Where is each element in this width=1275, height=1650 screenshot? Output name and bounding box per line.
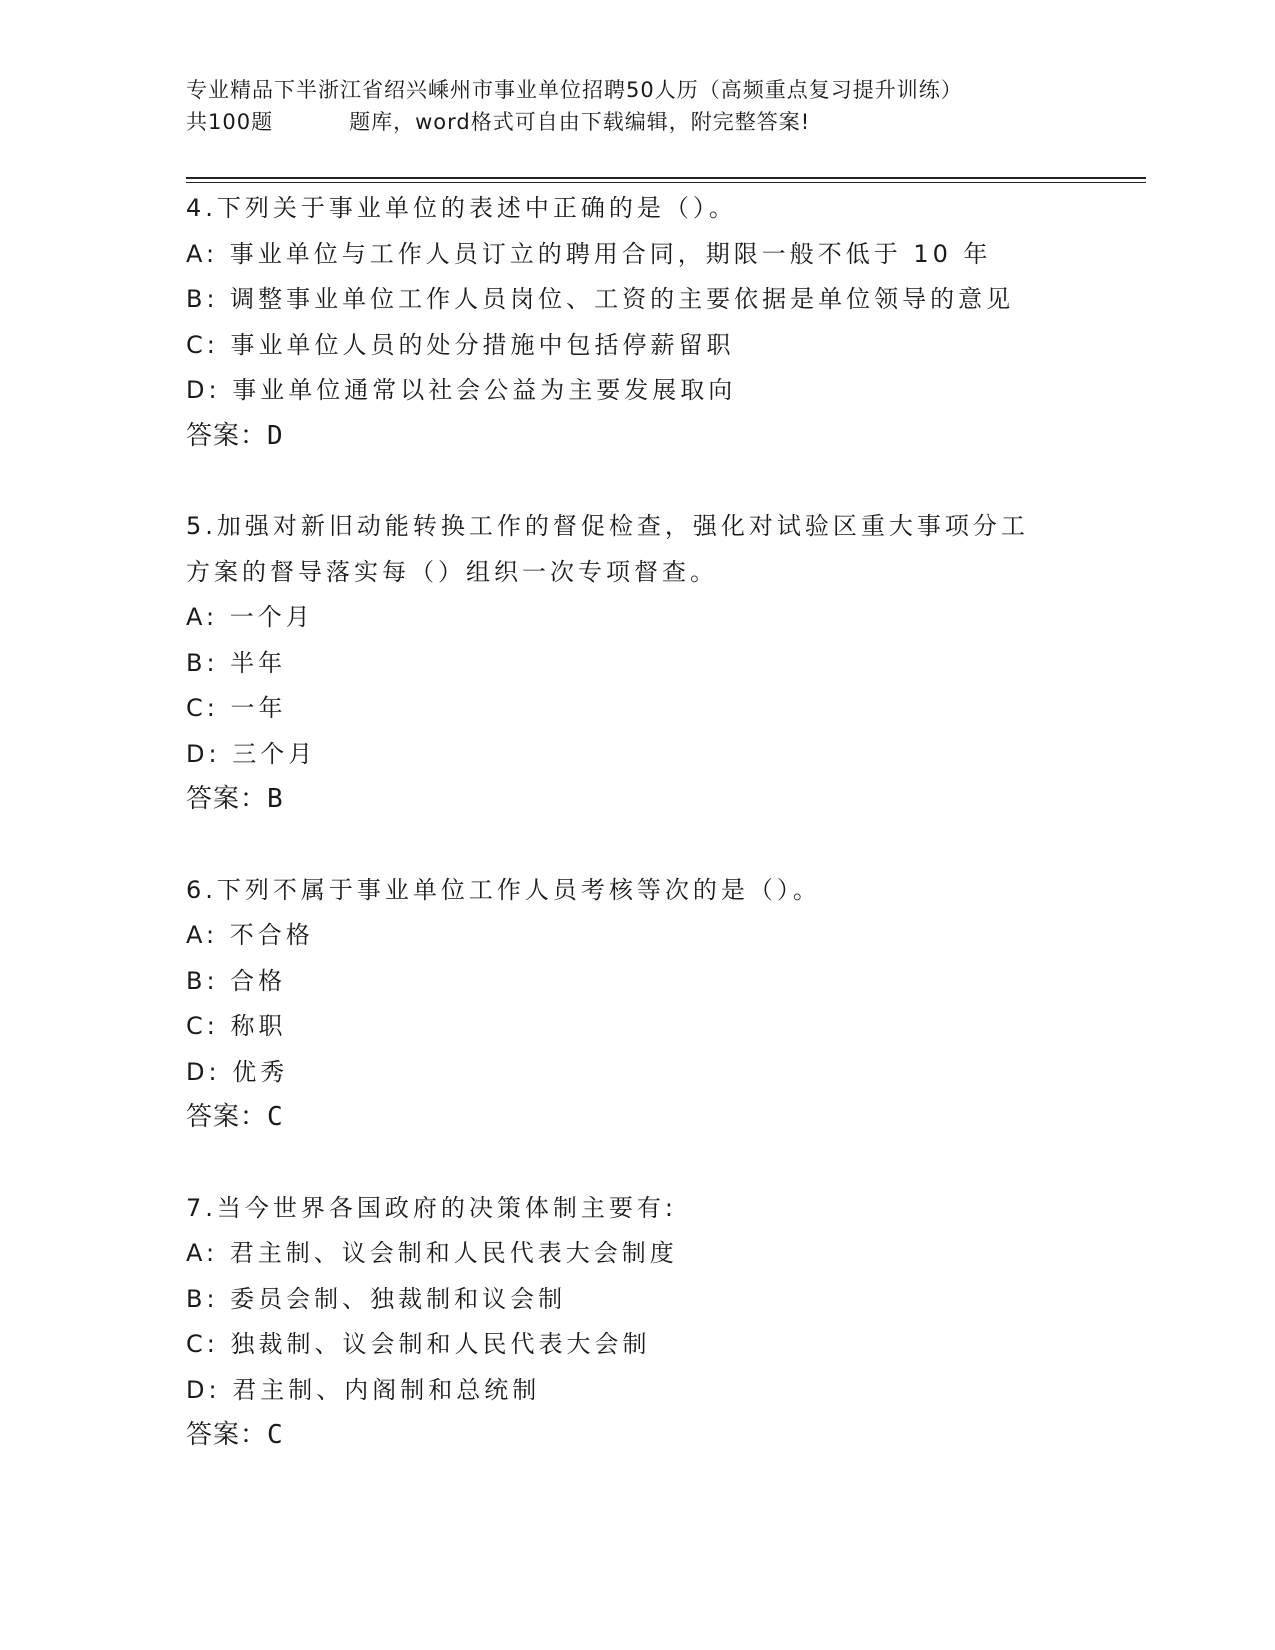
question-6 xyxy=(186,868,1126,1141)
option-b: B: 委员会制、独裁制和议会制 xyxy=(186,1284,567,1313)
page-header xyxy=(186,74,1146,138)
answer-value: B xyxy=(267,784,284,814)
header-download-note: 题库，word格式可自由下载编辑，附完整答案! xyxy=(349,110,811,134)
option-d: D: 事业单位通常以社会公益为主要发展取向 xyxy=(186,376,737,404)
question-4 xyxy=(186,186,1126,459)
option-c: C: 独裁制、议会制和人民代表大会制 xyxy=(186,1330,651,1358)
answer-label: 答案： xyxy=(186,1102,268,1132)
question-stem: 6.下列不属于事业单位工作人员考核等次的是（）。 xyxy=(186,875,821,904)
option-c: C: 一年 xyxy=(186,694,287,722)
option-b: B: 半年 xyxy=(186,648,287,677)
option-b: B: 调整事业单位工作人员岗位、工资的主要依据是单位领导的意见 xyxy=(186,285,1015,313)
answer xyxy=(186,777,1126,823)
header-title-line1: 专业精品下半浙江省绍兴嵊州市事业单位招聘50人历（高频重点复习提升训练） xyxy=(186,78,963,102)
question-list xyxy=(186,186,1126,1504)
answer-label: 答案： xyxy=(186,1420,268,1450)
option-a: A: 事业单位与工作人员订立的聘用合同，期限一般不低于 10 年 xyxy=(186,239,992,268)
option-a: A: 不合格 xyxy=(186,921,314,949)
option-d: D: 君主制、内阁制和总统制 xyxy=(186,1375,541,1404)
option-b: B: 合格 xyxy=(186,966,287,995)
answer-label: 答案： xyxy=(186,420,268,451)
header-title-line2 xyxy=(186,106,1146,138)
header-divider xyxy=(186,177,1146,183)
header-question-count: 共100题 xyxy=(186,110,274,134)
answer xyxy=(186,1095,1126,1141)
option-c: C: 称职 xyxy=(186,1012,287,1040)
answer xyxy=(186,414,1126,460)
question-stem: 7.当今世界各国政府的决策体制主要有: xyxy=(186,1193,677,1222)
answer-value: C xyxy=(267,1420,284,1450)
question-stem: 5.加强对新旧动能转换工作的督促检查，强化对试验区重大事项分工 xyxy=(186,512,1029,540)
question-stem-continued: 方案的督导落实每（）组织一次专项督查。 xyxy=(186,557,718,586)
answer-label: 答案： xyxy=(186,784,268,814)
question-5 xyxy=(186,504,1126,823)
option-a: A: 君主制、议会制和人民代表大会制度 xyxy=(186,1239,678,1267)
answer xyxy=(186,1413,1126,1459)
option-d: D: 优秀 xyxy=(186,1057,289,1086)
question-stem: 4.下列关于事业单位的表述中正确的是（）。 xyxy=(186,194,737,222)
option-d: D: 三个月 xyxy=(186,739,317,768)
option-a: A: 一个月 xyxy=(186,603,314,631)
answer-value: C xyxy=(267,1102,284,1132)
option-c: C: 事业单位人员的处分措施中包括停薪留职 xyxy=(186,330,735,359)
question-7 xyxy=(186,1186,1126,1459)
answer-value: D xyxy=(267,420,284,451)
